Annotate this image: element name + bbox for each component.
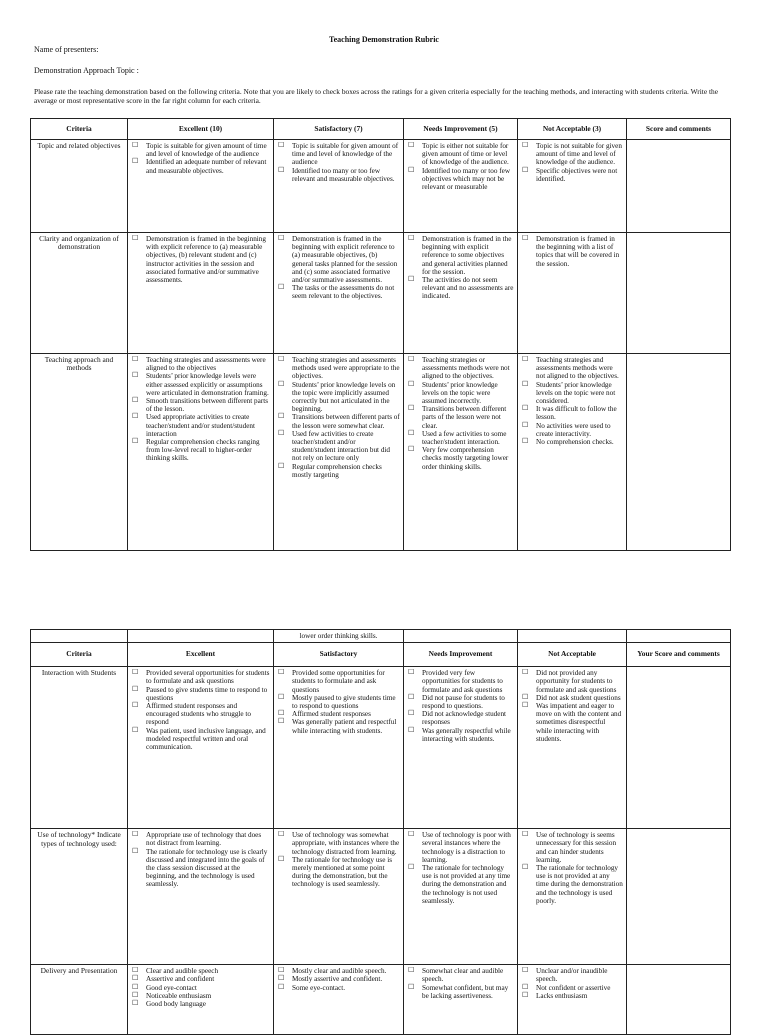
- topic-label: Demonstration Approach Topic :: [34, 66, 139, 75]
- rubric-item-text: Was generally patient and respectful while interacting with students.: [292, 718, 397, 735]
- rubric-item-text: Did not acknowledge student responses: [422, 710, 507, 727]
- rubric-item-text: Affirmed student responses and encouraged students who struggle to respond: [146, 702, 251, 727]
- criteria-cell: Topic and related objectives: [31, 140, 128, 233]
- rubric-item: [277, 669, 400, 694]
- checkbox[interactable]: ☐: [132, 157, 139, 166]
- header-excellent: Excellent: [128, 643, 274, 667]
- checkbox[interactable]: ☐: [408, 379, 415, 388]
- score-cell[interactable]: [627, 140, 731, 233]
- rubric-item: [407, 430, 514, 446]
- rubric-item: [131, 438, 270, 463]
- satisfactory-cell: [274, 233, 404, 354]
- table-row: [31, 829, 731, 965]
- checkbox[interactable]: ☐: [132, 371, 139, 380]
- rubric-item: [277, 356, 400, 381]
- checkbox[interactable]: ☐: [408, 982, 415, 991]
- table-row: [31, 354, 731, 551]
- rubric-item-text: Appropriate use of technology that does not distract from learning.: [146, 831, 262, 848]
- checkbox[interactable]: ☐: [278, 709, 285, 718]
- checkbox[interactable]: ☐: [522, 379, 529, 388]
- rubric-item-text: Demonstration is framed in the beginning with explicit reference to (a) measurable objectives, (b) relevant student and (c) instructor activities in the session and associated formative and/or summative assessments.: [146, 235, 266, 285]
- rubric-item: [277, 142, 400, 167]
- rubric-item: [131, 984, 270, 992]
- rubric-item: [407, 669, 514, 694]
- checkbox[interactable]: ☐: [132, 412, 139, 421]
- rubric-item: [407, 694, 514, 710]
- rubric-item-text: Teaching strategies and assessments methods used were appropriate to the objectives.: [292, 356, 400, 381]
- checkbox[interactable]: ☐: [278, 461, 285, 470]
- checkbox[interactable]: ☐: [408, 725, 415, 734]
- rubric-item: [407, 446, 514, 471]
- score-cell[interactable]: [627, 354, 731, 551]
- rubric-item-text: Paused to give students time to respond to questions: [146, 685, 268, 702]
- rubric-item: [521, 381, 623, 406]
- rubric-table-2: [30, 629, 731, 1035]
- checkbox[interactable]: ☐: [408, 692, 415, 701]
- checkbox[interactable]: ☐: [278, 974, 285, 983]
- rubric-item-text: Transitions between different parts of the lesson were not clear.: [422, 405, 507, 430]
- rubric-item: [277, 413, 400, 429]
- rubric-item: [277, 167, 400, 183]
- rubric-item: [407, 142, 514, 167]
- checkbox[interactable]: ☐: [522, 235, 529, 242]
- checkbox[interactable]: ☐: [522, 701, 529, 710]
- rubric-item: [131, 848, 270, 889]
- rubric-item-text: Unclear and/or inaudible speech.: [536, 967, 608, 984]
- checkbox[interactable]: ☐: [408, 356, 415, 363]
- rubric-item: [521, 967, 623, 983]
- needs-improvement-cell: [404, 354, 518, 551]
- checkbox[interactable]: ☐: [132, 990, 139, 999]
- rubric-item-text: Affirmed student responses: [292, 710, 371, 719]
- rubric-item-text: Lacks enthusiasm: [536, 991, 588, 1000]
- checkbox[interactable]: ☐: [408, 142, 415, 149]
- checkbox[interactable]: ☐: [278, 967, 285, 975]
- rubric-item: [131, 831, 270, 847]
- rubric-item-text: Not confident or assertive: [536, 983, 611, 992]
- header-criteria: Criteria: [31, 643, 128, 667]
- rubric-item-text: The activities do not seem relevant and no assessments are indicated.: [422, 276, 514, 301]
- checkbox[interactable]: ☐: [132, 725, 139, 734]
- rubric-item-text: Provided some opportunities for students to formulate and ask questions: [292, 669, 385, 694]
- header-needs-improvement: Needs Improvement (5): [404, 119, 518, 140]
- rubric-item: [521, 694, 623, 702]
- rubric-item-text: Specific objectives were not identified.: [536, 166, 618, 183]
- checkbox[interactable]: ☐: [522, 142, 529, 149]
- checkbox[interactable]: ☐: [522, 420, 529, 429]
- checkbox[interactable]: ☐: [522, 863, 529, 872]
- rubric-item-text: Was generally respectful while interacting with students.: [422, 726, 511, 743]
- rubric-item: [131, 702, 270, 727]
- rubric-item: [131, 1000, 270, 1008]
- rubric-item: [407, 167, 514, 192]
- header-score: Your Score and comments: [627, 643, 731, 667]
- rubric-item: [277, 975, 400, 983]
- rubric-item: [277, 710, 400, 718]
- rubric-item: [521, 984, 623, 992]
- rubric-item: [131, 372, 270, 397]
- checkbox[interactable]: ☐: [278, 692, 285, 701]
- rubric-item-text: Very few comprehension checks mostly targeting lower order thinking skills.: [422, 446, 509, 471]
- criteria-cell: Use of technology* Indicate types of technology used:: [31, 829, 128, 965]
- rubric-item: [407, 831, 514, 864]
- rubric-item-text: Mostly paused to give students time to respond to questions: [292, 693, 396, 711]
- rubric-item: [277, 430, 400, 463]
- not-acceptable-cell: [518, 233, 627, 354]
- checkbox[interactable]: ☐: [408, 165, 415, 174]
- satisfactory-cell: [274, 829, 404, 965]
- header-satisfactory: Satisfactory: [274, 643, 404, 667]
- not-acceptable-cell: [518, 667, 627, 829]
- satisfactory-cell: [274, 667, 404, 829]
- table-row: [31, 965, 731, 1035]
- checkbox[interactable]: ☐: [278, 235, 285, 242]
- rubric-item: [407, 356, 514, 381]
- rubric-item-text: Topic is suitable for given amount of time and level of knowledge of the audience: [146, 142, 267, 159]
- table-row: [31, 667, 731, 829]
- rubric-item: [277, 235, 400, 284]
- checkbox[interactable]: ☐: [132, 999, 139, 1008]
- rubric-item-text: Demonstration is framed in the beginning with explicit reference to some objectives and general activities planned for the session.: [422, 235, 512, 276]
- document-title: Teaching Demonstration Rubric: [329, 35, 439, 44]
- checkbox[interactable]: ☐: [408, 709, 415, 718]
- checkbox[interactable]: ☐: [522, 692, 529, 701]
- checkbox[interactable]: ☐: [278, 428, 285, 437]
- checkbox[interactable]: ☐: [522, 831, 529, 839]
- checkbox[interactable]: ☐: [278, 854, 285, 863]
- checkbox[interactable]: ☐: [408, 967, 415, 975]
- excellent-cell: [128, 667, 274, 829]
- excellent-cell: [128, 140, 274, 233]
- rubric-item: [521, 702, 623, 743]
- rubric-item-text: No activities were used to create interactivity.: [536, 421, 611, 438]
- rubric-item: [407, 381, 514, 406]
- rubric-item-text: No comprehension checks.: [536, 438, 614, 447]
- not-acceptable-cell: [518, 354, 627, 551]
- rubric-item-text: Did not provided any opportunity for students to formulate and ask questions: [536, 669, 617, 694]
- rubric-item-text: Students’ prior knowledge levels were either assessed explicitly or assumptions were articulated in demonstration framing.: [146, 372, 269, 397]
- checkbox[interactable]: ☐: [408, 404, 415, 413]
- checkbox[interactable]: ☐: [408, 669, 415, 677]
- checkbox[interactable]: ☐: [132, 437, 139, 446]
- checkbox[interactable]: ☐: [278, 412, 285, 421]
- checkbox[interactable]: ☐: [278, 379, 285, 388]
- continuation-row: [31, 630, 731, 643]
- checkbox[interactable]: ☐: [132, 396, 139, 405]
- score-cell[interactable]: [627, 667, 731, 829]
- checkbox[interactable]: ☐: [278, 165, 285, 174]
- score-cell[interactable]: [627, 233, 731, 354]
- instructions: Please rate the teaching demonstration based on the following criteria. Note that you are likely to check boxes across the ratings for a given criteria especially for the teaching methods, and interacting with students criteria. Write the average or most representative score in the far right column for each criteria.: [34, 87, 718, 106]
- checkbox[interactable]: ☐: [278, 356, 285, 363]
- rubric-item-text: Identified an adequate number of relevant and measurable objectives.: [146, 158, 267, 175]
- rubric-item-text: Used few activities to create teacher/student and/or student/student interaction but did not rely on lecture only: [292, 429, 391, 463]
- rubric-item: [131, 992, 270, 1000]
- header-score: Score and comments: [627, 119, 731, 140]
- rubric-item: [521, 356, 623, 381]
- checkbox[interactable]: ☐: [132, 701, 139, 710]
- rubric-item-text: Did not ask student questions: [536, 693, 621, 702]
- checkbox[interactable]: ☐: [132, 684, 139, 693]
- rubric-item-text: The rationale for technology use is not provided at any time during the demonstration and the technology is not used seamlessly.: [422, 864, 511, 905]
- rubric-item-text: Used a few activities to some teacher/student interaction.: [422, 429, 507, 447]
- rubric-item: [407, 276, 514, 301]
- rubric-item-text: Topic is suitable for given amount of time and level of knowledge of the audience: [292, 142, 399, 167]
- rubric-item: [521, 142, 623, 167]
- rubric-item-text: The rationale for technology use is not provided at any time during the demonstration and the technology is used poorly.: [536, 864, 623, 905]
- checkbox[interactable]: ☐: [278, 831, 285, 839]
- rubric-item-text: Good body language: [146, 1000, 206, 1009]
- rubric-item-text: Identified too many or too few objectives which may not be relevant or measurable: [422, 166, 511, 192]
- rubric-item: [521, 167, 623, 183]
- checkbox[interactable]: ☐: [522, 437, 529, 446]
- rubric-item-text: Use of technology is seems unnecessary for this session and can hinder students learning.: [536, 831, 617, 864]
- rubric-item-text: Mostly clear and audible speech.: [292, 967, 387, 976]
- criteria-cell: Teaching approach and methods: [31, 354, 128, 551]
- checkbox[interactable]: ☐: [408, 831, 415, 839]
- rubric-item: [131, 727, 270, 752]
- rubric-item: [277, 856, 400, 889]
- checkbox[interactable]: ☐: [408, 235, 415, 242]
- rubric-item-text: Regular comprehension checks ranging from low-level recall to higher-order thinking skills.: [146, 438, 260, 463]
- checkbox[interactable]: ☐: [408, 275, 415, 284]
- header-not-acceptable: Not Acceptable: [518, 643, 627, 667]
- checkbox[interactable]: ☐: [132, 967, 139, 975]
- rubric-item: [131, 158, 270, 174]
- header-satisfactory: Satisfactory (7): [274, 119, 404, 140]
- rubric-item: [521, 235, 623, 268]
- criteria-cell: Delivery and Presentation: [31, 965, 128, 1035]
- score-cell[interactable]: [627, 829, 731, 965]
- not-acceptable-cell: [518, 829, 627, 965]
- excellent-cell: [128, 233, 274, 354]
- rubric-item: [277, 381, 400, 414]
- rubric-item-text: Provided very few opportunities for students to formulate and ask questions: [422, 669, 503, 694]
- checkbox[interactable]: ☐: [522, 669, 529, 677]
- rubric-item-text: Teaching strategies and assessments were aligned to the objectives: [146, 356, 266, 373]
- rubric-item-text: It was difficult to follow the lesson.: [536, 405, 617, 422]
- needs-improvement-cell: [404, 233, 518, 354]
- table-header-row: [31, 119, 731, 140]
- checkbox[interactable]: ☐: [278, 717, 285, 726]
- rubric-item: [521, 864, 623, 905]
- rubric-item: [407, 864, 514, 905]
- checkbox[interactable]: ☐: [522, 165, 529, 174]
- rubric-item-text: Was patient, used inclusive language, and modeled respectful written and oral communication.: [146, 726, 266, 752]
- checkbox[interactable]: ☐: [132, 982, 139, 991]
- score-cell[interactable]: [627, 965, 731, 1035]
- rubric-item: [407, 235, 514, 276]
- rubric-item-text: Assertive and confident: [146, 975, 215, 984]
- rubric-item: [277, 831, 400, 856]
- rubric-item-text: Some eye-contact.: [292, 983, 346, 992]
- rubric-item: [131, 356, 270, 372]
- rubric-item-text: The rationale for technology use is clearly discussed and integrated into the goals of the class session discussed at the beginning, and the technology is used seamlessly.: [146, 847, 268, 889]
- rubric-item-text: The tasks or the assessments do not seem relevant to the objectives.: [292, 284, 395, 301]
- rubric-item-text: Teaching strategies and assessments methods were not aligned to the objectives.: [536, 356, 619, 381]
- checkbox[interactable]: ☐: [132, 831, 139, 839]
- not-acceptable-cell: [518, 965, 627, 1035]
- rubric-item-text: Used appropriate activities to create teacher/student and/or student/student interaction: [146, 413, 255, 438]
- rubric-item-text: Provided several opportunities for students to formulate and ask questions: [146, 669, 270, 686]
- rubric-item: [131, 142, 270, 158]
- rubric-item-text: Topic is either not suitable for given amount of time or level of knowledge of the audience.: [422, 142, 509, 167]
- rubric-item-text: Students’ prior knowledge levels on the topic were implicitly assumed correctly but not articulated in the beginning.: [292, 380, 396, 414]
- needs-improvement-cell: [404, 667, 518, 829]
- rubric-item: [131, 975, 270, 983]
- table-row: [31, 233, 731, 354]
- checkbox[interactable]: ☐: [278, 283, 285, 292]
- continuation-text: lower order thinking skills.: [274, 630, 404, 643]
- rubric-item-text: Demonstration is framed in the beginning with explicit reference to (a) measurable objectives, (b) general tasks planned for the session and (c) some associated formative and/or summative assessments.: [292, 235, 398, 285]
- checkbox[interactable]: ☐: [132, 356, 139, 363]
- excellent-cell: [128, 354, 274, 551]
- rubric-item: [277, 967, 400, 975]
- rubric-item: [521, 405, 623, 421]
- rubric-item-text: Regular comprehension checks mostly targeting: [292, 462, 382, 479]
- rubric-item-text: Smooth transitions between different parts of the lesson.: [146, 397, 269, 414]
- satisfactory-cell: [274, 965, 404, 1035]
- checkbox[interactable]: ☐: [522, 967, 529, 975]
- rubric-item-text: Good eye-contact: [146, 983, 197, 992]
- checkbox[interactable]: ☐: [408, 445, 415, 454]
- presenters-label: Name of presenters:: [34, 45, 99, 54]
- rubric-item-text: Somewhat clear and audible speech.: [422, 967, 504, 984]
- rubric-item: [521, 831, 623, 864]
- rubric-item: [131, 235, 270, 284]
- excellent-cell: [128, 829, 274, 965]
- checkbox[interactable]: ☐: [132, 142, 139, 149]
- rubric-item-text: Transitions between different parts of the lesson were somewhat clear.: [292, 413, 400, 430]
- rubric-item: [131, 397, 270, 413]
- rubric-item: [277, 284, 400, 300]
- checkbox[interactable]: ☐: [408, 428, 415, 437]
- rubric-table-1: [30, 118, 731, 551]
- rubric-item-text: Students’ prior knowledge levels on the topic were assumed incorrectly.: [422, 380, 498, 406]
- excellent-cell: [128, 965, 274, 1035]
- rubric-item: [521, 669, 623, 694]
- checkbox[interactable]: ☐: [408, 863, 415, 872]
- checkbox[interactable]: ☐: [522, 356, 529, 363]
- rubric-item-text: Identified too many or too few relevant and measurable objectives.: [292, 166, 395, 183]
- checkbox[interactable]: ☐: [522, 404, 529, 413]
- rubric-item: [131, 413, 270, 438]
- rubric-item-text: Clear and audible speech: [146, 967, 219, 976]
- checkbox[interactable]: ☐: [132, 974, 139, 983]
- criteria-cell: Clarity and organization of demonstration: [31, 233, 128, 354]
- table-header-row: [31, 643, 731, 667]
- checkbox[interactable]: ☐: [278, 142, 285, 149]
- rubric-item-text: Use of technology is poor with several instances where the technology is a distraction to learning.: [422, 831, 511, 864]
- rubric-item: [521, 992, 623, 1000]
- rubric-item: [277, 718, 400, 734]
- rubric-item-text: Mostly assertive and confident.: [292, 975, 383, 984]
- rubric-item: [521, 422, 623, 438]
- rubric-item: [131, 669, 270, 685]
- rubric-item-text: Was impatient and eager to move on with the content and sometimes disrespectful while interacting with students.: [536, 702, 622, 743]
- rubric-item-text: Noticeable enthusiasm: [146, 991, 212, 1000]
- needs-improvement-cell: [404, 140, 518, 233]
- rubric-item-text: The rationale for technology use is merely mentioned at some point during the demonstration, but the technology is used seamlessly.: [292, 855, 392, 889]
- rubric-item-text: Somewhat confident, but may be lacking assertiveness.: [422, 983, 509, 1000]
- rubric-item: [277, 694, 400, 710]
- rubric-item-text: Teaching strategies or assessments methods were not aligned to the objectives.: [422, 356, 510, 381]
- rubric-item: [277, 463, 400, 479]
- rubric-item: [407, 710, 514, 726]
- rubric-item-text: Did not pause for students to respond to questions.: [422, 693, 505, 711]
- checkbox[interactable]: ☐: [522, 982, 529, 991]
- rubric-item: [407, 967, 514, 983]
- checkbox[interactable]: ☐: [278, 669, 285, 677]
- table-row: [31, 140, 731, 233]
- rubric-item-text: Demonstration is framed in the beginning with a list of topics that will be covered in the session.: [536, 235, 620, 268]
- rubric-item: [407, 727, 514, 743]
- rubric-item-text: Students’ prior knowledge levels on the topic were not considered.: [536, 380, 616, 406]
- header-criteria: Criteria: [31, 119, 128, 140]
- needs-improvement-cell: [404, 829, 518, 965]
- rubric-item: [131, 967, 270, 975]
- rubric-item-text: Use of technology was somewhat appropriate, with instances where the technology distracted from learning.: [292, 831, 400, 856]
- satisfactory-cell: [274, 354, 404, 551]
- rubric-item-text: Topic is not suitable for given amount of time and level of knowledge of the audience.: [536, 142, 622, 167]
- header-excellent: Excellent (10): [128, 119, 274, 140]
- rubric-item: [407, 405, 514, 430]
- checkbox[interactable]: ☐: [522, 990, 529, 999]
- checkbox[interactable]: ☐: [132, 669, 139, 677]
- checkbox[interactable]: ☐: [132, 846, 139, 855]
- checkbox[interactable]: ☐: [132, 235, 139, 242]
- criteria-cell: Interaction with Students: [31, 667, 128, 829]
- header-not-acceptable: Not Acceptable (3): [518, 119, 627, 140]
- needs-improvement-cell: [404, 965, 518, 1035]
- satisfactory-cell: [274, 140, 404, 233]
- rubric-item: [277, 984, 400, 992]
- rubric-item: [131, 686, 270, 702]
- rubric-item: [407, 984, 514, 1000]
- rubric-item: [521, 438, 623, 446]
- header-needs-improvement: Needs Improvement: [404, 643, 518, 667]
- not-acceptable-cell: [518, 140, 627, 233]
- checkbox[interactable]: ☐: [278, 982, 285, 991]
